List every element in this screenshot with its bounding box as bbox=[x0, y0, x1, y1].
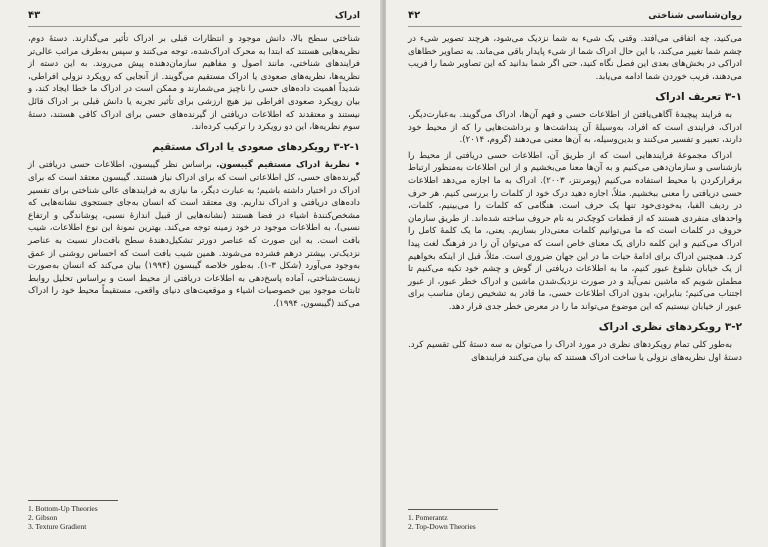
bullet-paragraph bbox=[28, 159, 360, 310]
page-43 bbox=[0, 0, 382, 547]
page-number: ۴۲ bbox=[408, 10, 421, 21]
body-text bbox=[408, 33, 742, 364]
footnote: 2. Top-Down Theories bbox=[408, 522, 476, 531]
section-title: ۳-۱ تعریف ادراک bbox=[655, 91, 742, 104]
bullet-lead: • نظریهٔ ادراک مستقیم گیبسون. bbox=[216, 160, 360, 171]
running-header bbox=[28, 10, 360, 27]
footnote-rule bbox=[28, 500, 118, 501]
running-header bbox=[408, 10, 742, 27]
page-42 bbox=[386, 0, 768, 547]
running-title: ادراک bbox=[334, 11, 360, 21]
paragraph: به فرایند پیچیدهٔ آگاهی‌یافتن از اطلاعات حسی و فهم آن‌ها، ادراک می‌گویند. به‌عبارت‌دیگر، ادراک، فرایندی است که افراد، به‌وسیلهٔ آن پنداشت‌ها و برداشت‌هایی را که از محیط خود دارند، تعبیر و تفسیر می‌کنند و بدین‌وسیله، به آن‌ها معنی می‌دهند (گروم، ۲۰۱۴). bbox=[408, 109, 742, 146]
page-number: ۴۳ bbox=[28, 10, 41, 21]
subsection-title: ۳-۲-۱ رویکردهای صعودی یا ادراک مستقیم bbox=[152, 141, 360, 153]
footnote-rule bbox=[408, 509, 498, 510]
footnote: 1. Bottom-Up Theories bbox=[28, 504, 98, 513]
section-title: ۳-۲ رویکردهای نظری ادراک bbox=[598, 321, 742, 334]
footnote: 1. Pomerantz bbox=[408, 513, 448, 522]
bullet-text: براساس نظر گیبسون، اطلاعات حسی دریافتی از گیرنده‌های حسی، کل اطلاعاتی است که برای ادراک نیاز هستند. گیبسون معتقد است که برای ادراک در اختیار داشته باشیم؛ به عبارت دیگر، ما نیازی به فرایندهای عالی شناختی برای تفسیر داده‌های دریافتی و ادراک نداریم. وی معتقد است که انسان به‌جای جستجوی نشانه‌هایی که مشخص‌کنندهٔ اشیاء در فضا هستند (نشانه‌هایی از قبیل اندازهٔ نسبی، پوشاندگی و ارتفاع نسبی)، به اطلاعات موجود در خود زمینه توجه می‌کند. بهترین نمونهٔ این نوع اطلاعات، شیب بافت است. به این صورت که عناصر دورتر تشکیل‌دهندهٔ سطح بافت‌دار نسبت به عناصر نزدیک‌تر، بیشتر درهم فشرده می‌شوند. همین شیب بافت است که احساس روشنی از عمق به‌وجود می‌آورد (شکل ۳-۱). به‌طور خلاصه گیبسون (۱۹۹۴) بیان می‌کند که انسان به‌صورت زیست‌شناختی، آماده پاسخ‌دهی به اطلاعات دریافتی از محیط است و براساس تحلیل روابط ثابتات موجود بین خصوصیات اشیاء و موقعیت‌های دنیای واقعی، مستقیماً محیط خود را ادراک می‌کند (گیبسون، ۱۹۹۴). bbox=[28, 160, 360, 309]
footnote: 3. Texture Gradient bbox=[28, 522, 87, 531]
paragraph: شناختی سطح بالا، دانش موجود و انتظارات قبلی بر ادراک تأثیر می‌گذارند. دستهٔ دوم، نظریه‌هایی هستند که ابتدا به محرک ادراک‌شده، توجه می‌کنند و سپس به‌طرف مراتب عالی‌تر فرایندهای شناختی، مانند اصول و مفاهیم سازمان‌دهنده پیش می‌روند. به این دسته از نظریه‌ها، نظریه‌های صعودی یا ادراک مستقیم می‌گویند. از آنجایی که رویکرد نزولی افراطی، شدیداً اهمیت داده‌های حسی را ناچیز می‌شمارند و ممکن است در ادراک ما خطا ایجاد کند، و بیان رویکرد صعودی افراطی نیز هیچ ارزشی برای تأثیر تجربه یا دانش قبلی بر ادراک قائل نیستند و معتقدند که اطلاعات دریافتی از گیرنده‌های حسی برای ادراک کافی هستند، دستهٔ سوم نظریه‌ها، این دو رویکرد را ترکیب کرده‌اند. bbox=[28, 34, 360, 133]
running-title: روان‌شناسی شناختی bbox=[648, 11, 742, 21]
paragraph: به‌طور کلی تمام رویکردهای نظری در مورد ادراک را می‌توان به سه دستهٔ کلی تقسیم کرد. دستهٔ اول نظریه‌های نزولی یا ساخت ادراک هستند که بیان می‌کنند فرایندهای bbox=[408, 340, 742, 363]
body-text bbox=[28, 33, 360, 310]
paragraph: می‌کنید، چه اتفاقی می‌افتد. وقتی یک شیء به شما نزدیک می‌شود، هرچند تصویر شیء در چشم شما تغییر می‌کند، با این حال ادراک شما از شیء پایدار باقی می‌ماند. به تصاویر خطاهای ادراکی در بخش‌های بعدی این فصل نگاه کنید، حتی اگر شما بدانید که این تصاویر شما را فریب می‌دهند، فریب خوردن شما ادامه می‌یابد. bbox=[408, 34, 742, 82]
footnotes bbox=[28, 500, 178, 531]
footnotes bbox=[408, 509, 558, 531]
paragraph: ادراک مجموعهٔ فرایندهایی است که از طریق آن، اطلاعات حسی دریافتی از محیط را بازشناسی و سازمان‌دهی می‌کنیم و به آن‌ها معنا می‌بخشیم و از این اطلاعات به‌منظور ارتباط برقرارکردن با محیط استفاده می‌کنیم (پومرنتز، ۲۰۰۳). ادراک به ما اجازه می‌دهد اطلاعات حسی دریافتی را معنی ببخشیم. مثلاً، اجازه دهید درک خود از کلمات را بررسی کنیم. هر حرف در ردیف الفبا، به‌خودی‌خود تنها یک حرف است. هنگامی که کلمات را می‌بینیم، کلمات، واحدهای منفردی هستند که از قطعات کوچک‌تر به نام حروف ساخته شده‌اند. از طریق سازمان حروف در کلمات است که ما می‌توانیم کلمات معنی‌دار بسازیم. یعنی، ما یک کلمهٔ کامل را ادراک می‌کنیم و این کلمه دارای یک معنای خاص است که می‌توان آن را در فرهنگ لغت پیدا کرد. همچنین ادراک برای ادامهٔ حیات ما در این جهان ضروری است. مثلاً، قبل از اینکه بخواهیم از یک خیابان شلوغ عبور کنیم، ما به اطلاعات دریافتی از گوش و چشم خود تکیه می‌کنیم تا مطمئن شویم که ماشین نمی‌آید و در صورت نزدیک‌شدن ماشین و ادراک خطر عبور، از عبور اجتناب می‌کنیم؛ بنابراین، بدون ادراک اطلاعات حسی، ما قادر به تشخیص زمان مناسب برای عبور از خیابان نیستیم که این موضوع می‌تواند ما را در معرض خطر جدی قرار دهد. bbox=[408, 150, 742, 312]
footnote: 2. Gibson bbox=[28, 513, 58, 522]
